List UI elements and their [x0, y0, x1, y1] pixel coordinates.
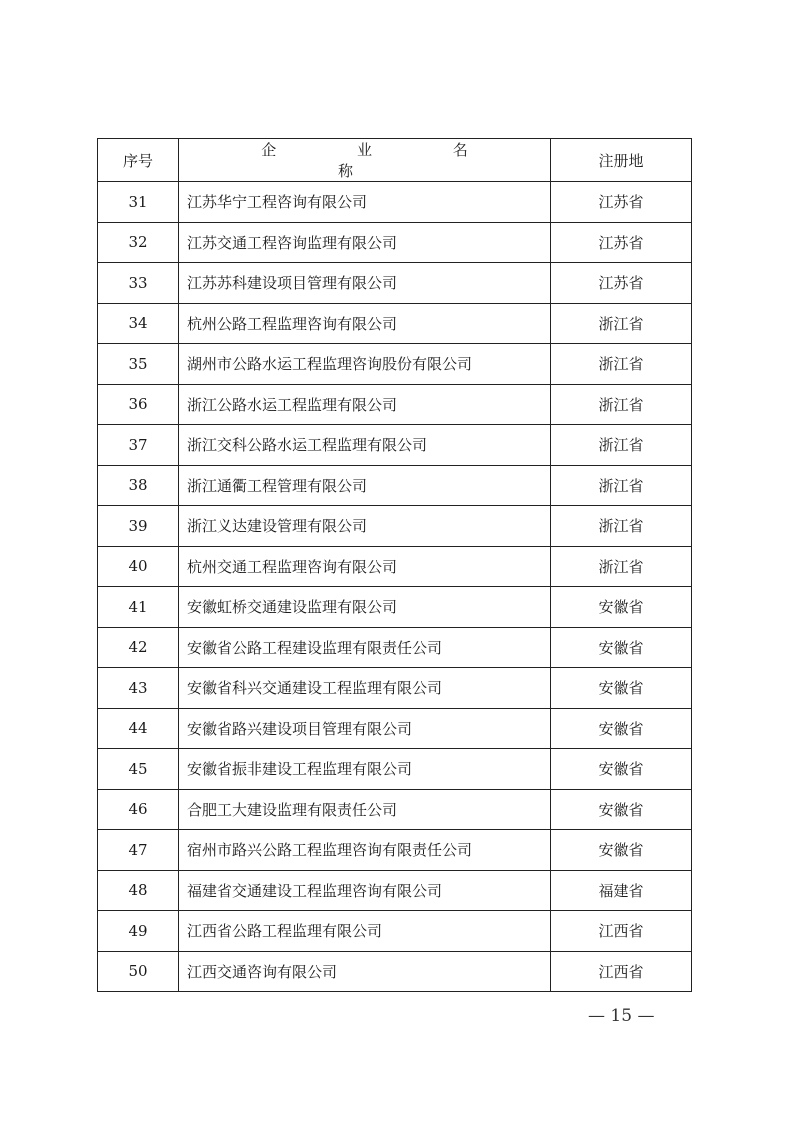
row-number: 46: [98, 789, 179, 830]
company-name: 浙江通衢工程管理有限公司: [179, 465, 551, 506]
company-name: 江西省公路工程监理有限公司: [179, 911, 551, 952]
company-name: 安徽省路兴建设项目管理有限公司: [179, 708, 551, 749]
page-number: — 15 —: [588, 1006, 655, 1026]
company-name: 安徽省科兴交通建设工程监理有限公司: [179, 668, 551, 709]
registered-place: 江苏省: [551, 222, 692, 263]
table-row: [98, 749, 692, 790]
table-row: [98, 384, 692, 425]
row-number: 44: [98, 708, 179, 749]
company-name: 宿州市路兴公路工程监理咨询有限责任公司: [179, 830, 551, 871]
table-row: [98, 425, 692, 466]
row-number: 42: [98, 627, 179, 668]
table-header-row: [98, 139, 692, 182]
registered-place: 安徽省: [551, 830, 692, 871]
registered-place: 浙江省: [551, 465, 692, 506]
company-name: 浙江公路水运工程监理有限公司: [179, 384, 551, 425]
company-name: 安徽省振非建设工程监理有限公司: [179, 749, 551, 790]
company-name: 浙江交科公路水运工程监理有限公司: [179, 425, 551, 466]
registered-place: 江苏省: [551, 263, 692, 304]
table-row: [98, 951, 692, 992]
table-row: [98, 506, 692, 547]
registered-place: 福建省: [551, 870, 692, 911]
row-number: 49: [98, 911, 179, 952]
registered-place: 浙江省: [551, 344, 692, 385]
registered-place: 江西省: [551, 911, 692, 952]
company-name: 浙江义达建设管理有限公司: [179, 506, 551, 547]
company-table: [97, 138, 692, 992]
registered-place: 浙江省: [551, 425, 692, 466]
registered-place: 浙江省: [551, 384, 692, 425]
company-name: 安徽省公路工程建设监理有限责任公司: [179, 627, 551, 668]
table-row: [98, 668, 692, 709]
header-registered-place: 注册地: [551, 139, 692, 182]
row-number: 35: [98, 344, 179, 385]
row-number: 33: [98, 263, 179, 304]
registered-place: 江西省: [551, 951, 692, 992]
row-number: 39: [98, 506, 179, 547]
row-number: 45: [98, 749, 179, 790]
company-name: 安徽虹桥交通建设监理有限公司: [179, 587, 551, 628]
company-name: 杭州公路工程监理咨询有限公司: [179, 303, 551, 344]
row-number: 38: [98, 465, 179, 506]
table-row: [98, 303, 692, 344]
registered-place: 安徽省: [551, 708, 692, 749]
table-row: [98, 344, 692, 385]
table-row: [98, 627, 692, 668]
table-body: [98, 182, 692, 992]
row-number: 37: [98, 425, 179, 466]
registered-place: 安徽省: [551, 587, 692, 628]
row-number: 41: [98, 587, 179, 628]
table-row: [98, 587, 692, 628]
row-number: 43: [98, 668, 179, 709]
company-name: 江苏华宁工程咨询有限公司: [179, 182, 551, 223]
registered-place: 安徽省: [551, 668, 692, 709]
table-row: [98, 830, 692, 871]
row-number: 34: [98, 303, 179, 344]
registered-place: 安徽省: [551, 749, 692, 790]
table-row: [98, 708, 692, 749]
company-name: 江苏苏科建设项目管理有限公司: [179, 263, 551, 304]
company-name: 合肥工大建设监理有限责任公司: [179, 789, 551, 830]
header-company-name: 企 业 名 称: [179, 139, 551, 182]
table-row: [98, 222, 692, 263]
row-number: 40: [98, 546, 179, 587]
table-row: [98, 263, 692, 304]
company-name: 江苏交通工程咨询监理有限公司: [179, 222, 551, 263]
table-row: [98, 911, 692, 952]
row-number: 50: [98, 951, 179, 992]
registered-place: 江苏省: [551, 182, 692, 223]
registered-place: 浙江省: [551, 546, 692, 587]
registered-place: 安徽省: [551, 789, 692, 830]
registered-place: 安徽省: [551, 627, 692, 668]
company-name: 江西交通咨询有限公司: [179, 951, 551, 992]
table-row: [98, 182, 692, 223]
table-row: [98, 546, 692, 587]
table-row: [98, 870, 692, 911]
row-number: 31: [98, 182, 179, 223]
registered-place: 浙江省: [551, 506, 692, 547]
row-number: 32: [98, 222, 179, 263]
header-no: 序号: [98, 139, 179, 182]
row-number: 36: [98, 384, 179, 425]
registered-place: 浙江省: [551, 303, 692, 344]
row-number: 47: [98, 830, 179, 871]
company-name: 福建省交通建设工程监理咨询有限公司: [179, 870, 551, 911]
company-name: 湖州市公路水运工程监理咨询股份有限公司: [179, 344, 551, 385]
company-name: 杭州交通工程监理咨询有限公司: [179, 546, 551, 587]
table-row: [98, 465, 692, 506]
table-row: [98, 789, 692, 830]
row-number: 48: [98, 870, 179, 911]
